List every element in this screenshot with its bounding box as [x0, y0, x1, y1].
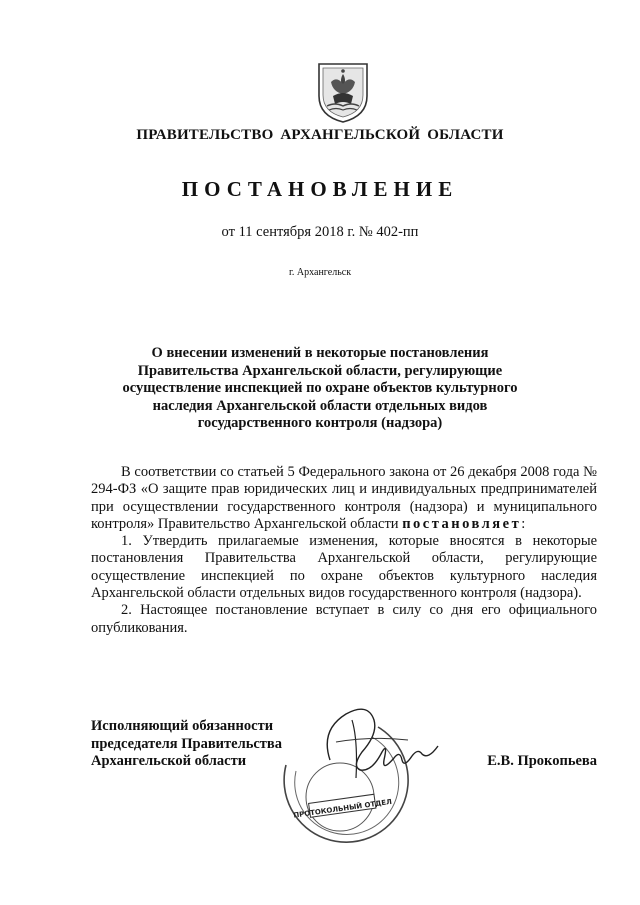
signer-position-line: Исполняющий обязанности — [91, 718, 274, 734]
document-type: ПОСТАНОВЛЕНИЕ — [181, 177, 459, 201]
signer-position-line: председателя Правительства — [91, 735, 283, 752]
stamp-label: ПРОТОКОЛЬНЫЙ ОТДЕЛ — [292, 797, 393, 820]
document-city: г. Архангельск — [288, 267, 352, 278]
document-title — [100, 345, 540, 433]
decree-word: постановляет — [402, 515, 522, 532]
signer-position-line: Архангельской области — [91, 753, 247, 769]
title-line: О внесении изменений в некоторые постановления — [151, 345, 489, 361]
coat-of-arms-icon — [313, 60, 373, 124]
document-body — [91, 464, 597, 637]
item-2-paragraph: 2. Настоящее постановление вступает в силу со дня его официального опубликования. — [91, 602, 597, 636]
title-line: Правительства Архангельской области, регулирующие — [137, 362, 503, 379]
signer-name: Е.В. Прокопьева — [487, 753, 597, 769]
preamble-paragraph — [91, 464, 597, 533]
decree-suffix: : — [521, 515, 526, 532]
item-1-paragraph: 1. Утвердить прилагаемые изменения, которые вносятся в некоторые постановления Правительства Архангельской области, регулирующие осуществление инспекцией по охране объектов культурного наследия Архангельской области отдельных видов государственного контроля (надзора). — [91, 533, 597, 602]
preamble-text: В соответствии со статьей 5 Федерального закона от 26 декабря 2008 года № 294-ФЗ «О защите прав юридических лиц и индивидуальных предпринимателей при осуществлении государственного контроля (надзора) и муниципального контроля» Правительство Архангельской области — [91, 464, 597, 532]
title-line: осуществление инспекцией по охране объектов культурного — [122, 380, 518, 396]
title-line: государственного контроля (надзора) — [197, 415, 443, 431]
title-line: наследия Архангельской области отдельных видов — [152, 397, 488, 414]
signer-position — [91, 718, 321, 771]
document-date-number: от 11 сентября 2018 г. № 402-пп — [221, 224, 419, 240]
handwritten-signature-icon — [312, 700, 444, 792]
organization-name: ПРАВИТЕЛЬСТВО АРХАНГЕЛЬСКОЙ ОБЛАСТИ — [136, 127, 504, 143]
